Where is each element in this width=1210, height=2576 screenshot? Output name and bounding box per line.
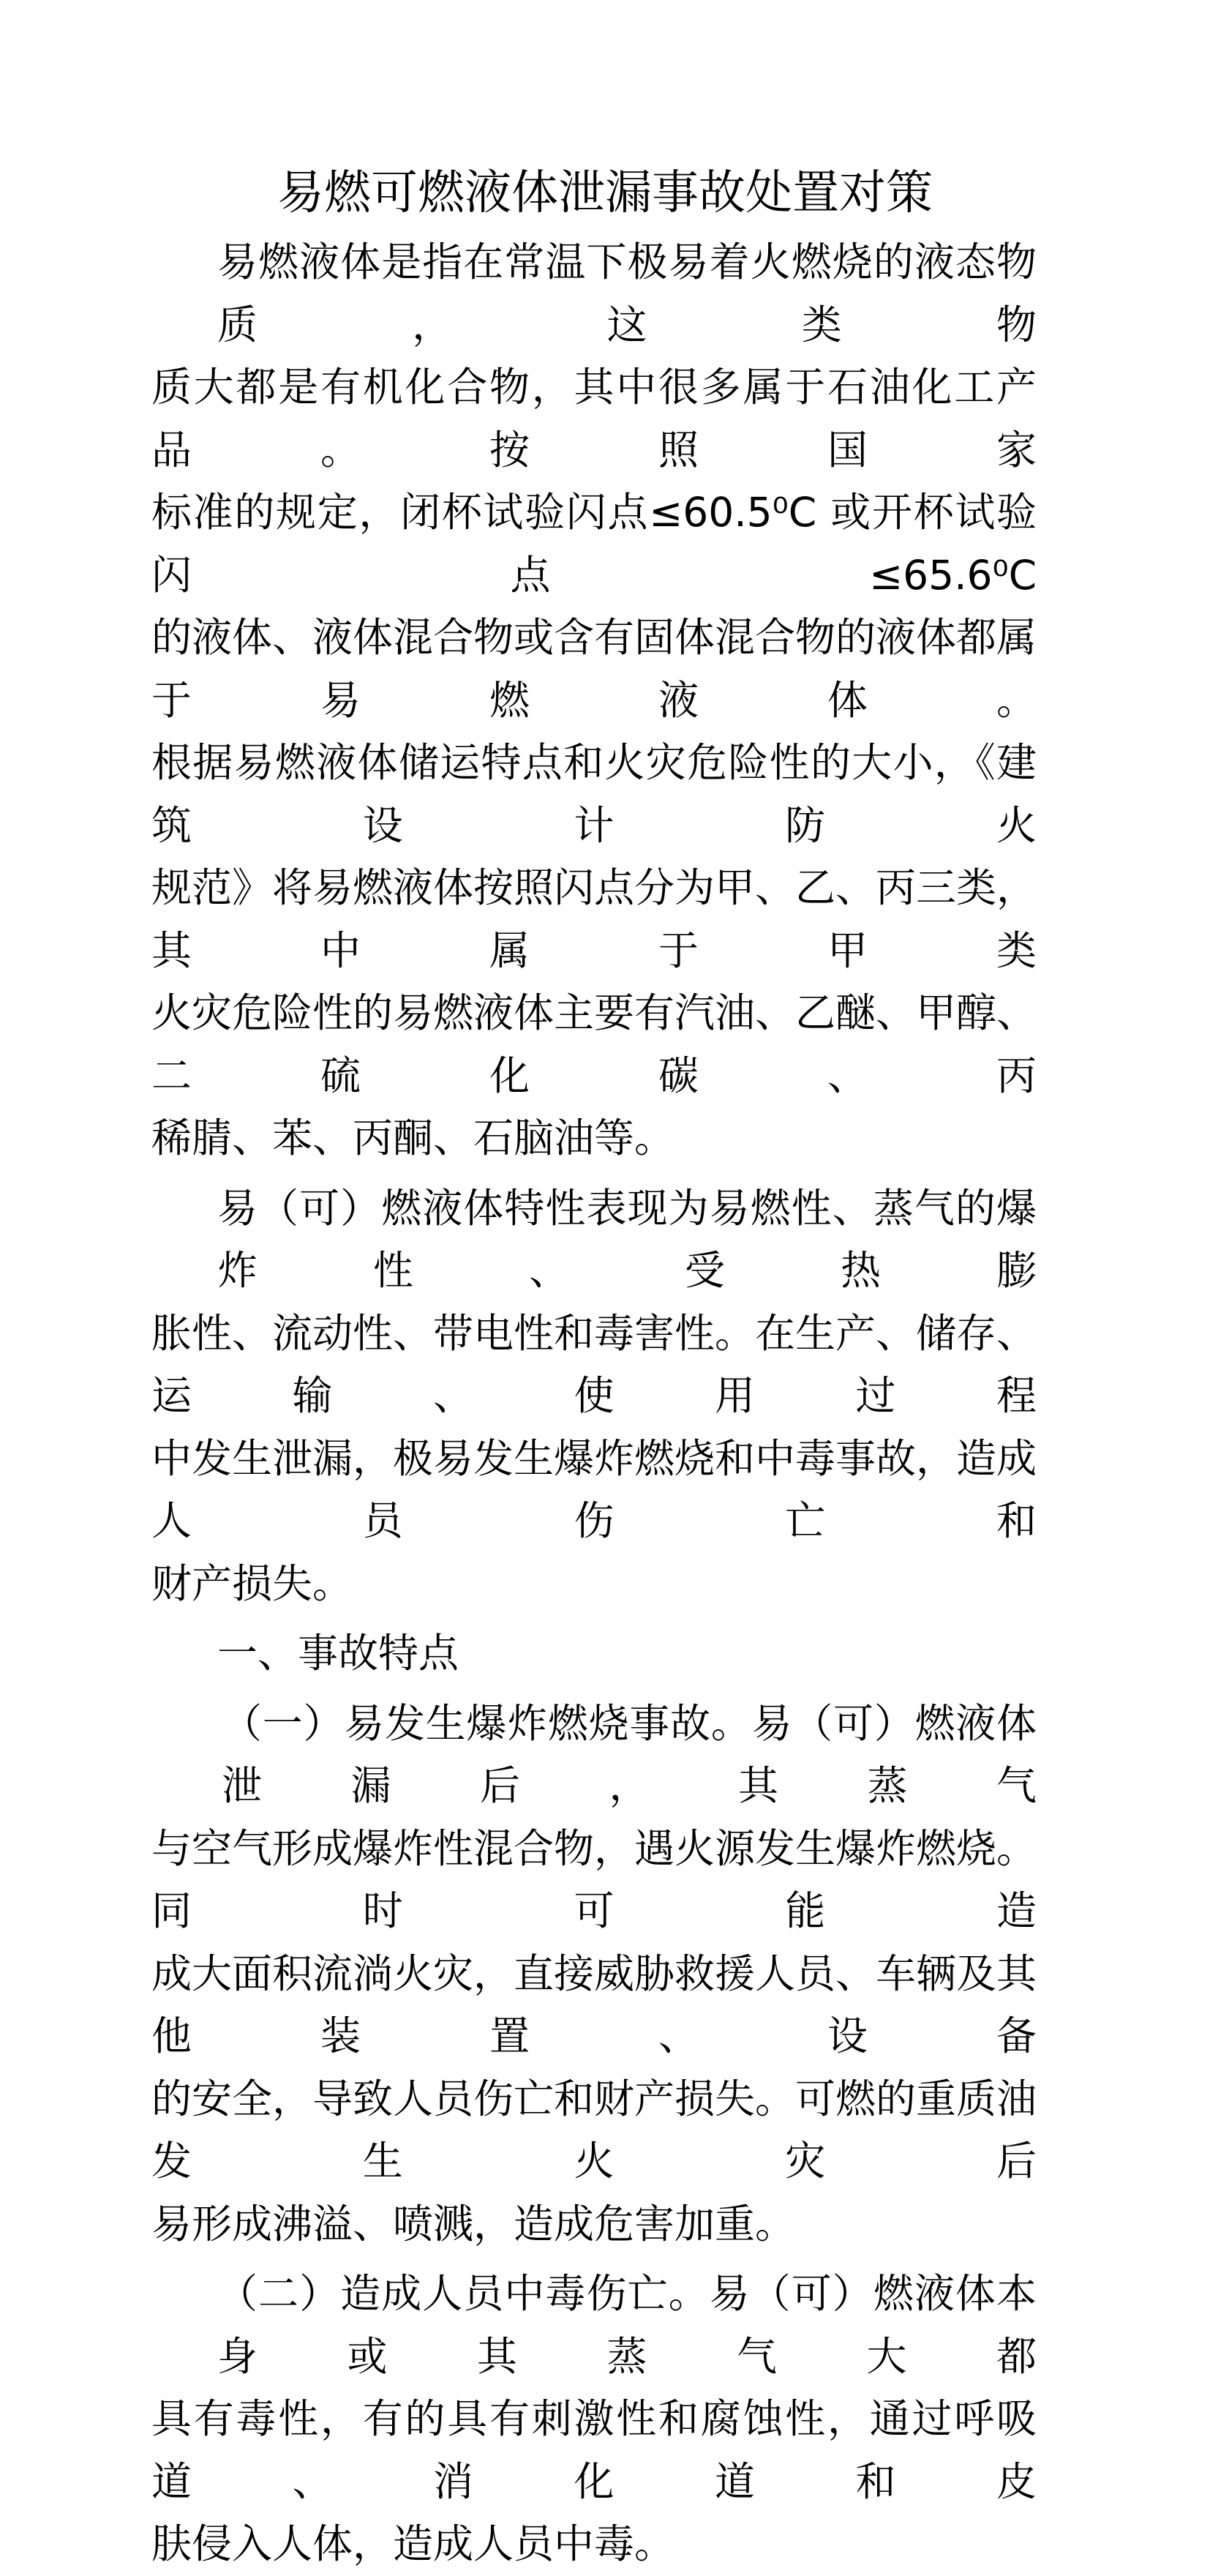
text-line: 易燃液体是指在常温下极易着火燃烧的液态物质，这类物	[217, 239, 1037, 348]
text-line: 具有毒性，有的具有刺激性和腐蚀性，通过呼吸道、消化道和皮	[151, 2395, 1037, 2505]
paragraph-explosion	[151, 1693, 1037, 2256]
text-line: 质大都是有机化合物，其中很多属于石油化工产品。按照国家	[151, 364, 1037, 473]
text-line: 标准的规定，闭杯试验闪点≤60.5⁰C 或开杯试验闪点≤65.6⁰C	[151, 489, 1037, 599]
text-line: 与空气形成爆炸性混合物，遇火源发生爆炸燃烧。同时可能造	[151, 1824, 1037, 1934]
document-title: 易燃可燃液体泄漏事故处置对策	[277, 166, 933, 220]
heading-accident-features: 一、事故特点	[217, 1630, 459, 1677]
text-line: 中发生泄漏，极易发生爆炸燃烧和中毒事故，造成人员伤亡和	[151, 1434, 1037, 1544]
text-line: 胀性、流动性、带电性和毒害性。在生产、储存、运输、使用过程	[151, 1309, 1037, 1419]
text-line: 规范》将易燃液体按照闪点分为甲、乙、丙三类，其中属于甲类	[151, 864, 1037, 974]
text-line: 肤侵入人体，造成人员中毒。	[151, 2520, 675, 2567]
text-line: 财产损失。	[151, 1560, 353, 1607]
text-line: （一）易发生爆炸燃烧事故。易（可）燃液体泄漏后，其蒸气	[222, 1699, 1037, 1809]
paragraph-poisoning	[151, 2263, 1037, 2576]
section-heading	[151, 1622, 1037, 1685]
text-line: 易（可）燃液体特性表现为易燃性、蒸气的爆炸性、受热膨	[217, 1184, 1037, 1294]
text-line: 的液体、液体混合物或含有固体混合物的液体都属于易燃液体。	[151, 614, 1037, 724]
paragraph-definition	[151, 231, 1037, 1170]
text-line: 根据易燃液体储运特点和火灾危险性的大小，《建筑设计防火	[151, 739, 1037, 849]
text-line: 火灾危险性的易燃液体主要有汽油、乙醚、甲醇、二硫化碳、丙	[151, 989, 1037, 1099]
text-line: 的安全，导致人员伤亡和财产损失。可燃的重质油发生火灾后	[151, 2075, 1037, 2184]
text-line: （二）造成人员中毒伤亡。易（可）燃液体本身或其蒸气大都	[217, 2270, 1037, 2380]
paragraph-characteristics	[151, 1177, 1037, 1616]
text-line: 成大面积流淌火灾，直接威胁救援人员、车辆及其他装置、设备	[151, 1950, 1037, 2059]
text-line: 稀腈、苯、丙酮、石脑油等。	[151, 1115, 675, 1161]
text-line: 易形成沸溢、喷溅，造成危害加重。	[151, 2200, 796, 2247]
